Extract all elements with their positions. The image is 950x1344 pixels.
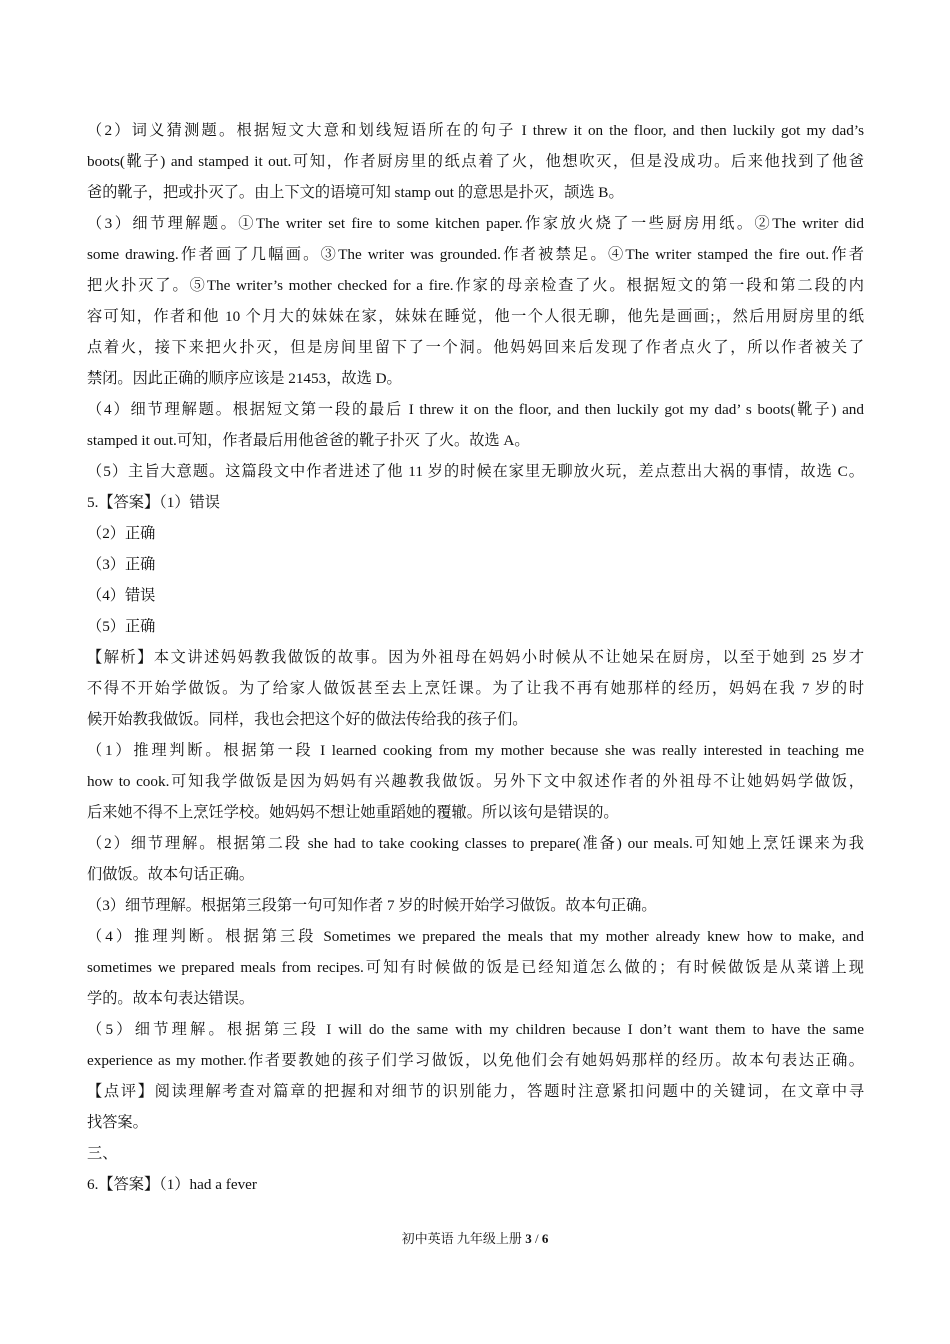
- text-line: 6.【答案】（1）had a fever: [87, 1176, 257, 1193]
- text-line: stamped it out.可知，作者最后用他爸爸的靴子扑灭 了火。故选 A。: [87, 432, 530, 449]
- text-line: （4）推理判断。根据第三段 Sometimes we prepared the meals that my mother already knew how to make, and: [87, 928, 864, 945]
- text-line: 后来她不得不上烹饪学校。她妈妈不想让她重蹈她的覆辙。所以该句是错误的。: [87, 804, 619, 821]
- text-line: 不得不开始学做饭。为了给家人做饭甚至去上烹饪课。为了让我不再有她那样的经历，妈妈在我 7 岁的时: [87, 680, 864, 697]
- text-line: （3）细节理解题。①The writer set fire to some kitchen paper.作家放火烧了一些厨房用纸。②The writer did: [87, 215, 864, 232]
- text-line: （5）细节理解。根据第三段 I will do the same with my children because I don’t want them to have the same: [87, 1021, 864, 1038]
- page-footer: [0, 1229, 950, 1249]
- text-line: 们做饭。故本句话正确。: [87, 866, 255, 883]
- text-line: （3）细节理解。根据第三段第一句可知作者 7 岁的时候开始学习做饭。故本句正确。: [87, 897, 657, 914]
- text-line: （2）词义猜测题。根据短文大意和划线短语所在的句子 I threw it on the floor, and then luckily got my dad’s: [87, 122, 864, 139]
- text-line: some drawing.作者画了几幅画。③The writer was grounded.作者被禁足。④The writer stamped the fire out.作者: [87, 246, 864, 263]
- document-body: [87, 115, 864, 1200]
- text-line: 爸的靴子，把或扑灭了。由上下文的语境可知 stamp out 的意思是扑灭，颉选 B。: [87, 184, 624, 201]
- text-line: 点着火，接下来把火扑灭，但是房间里留下了一个洞。他妈妈回来后发现了作者点火了，所以作者被关了: [87, 339, 864, 356]
- text-line: （5）主旨大意题。这篇段文中作者进述了他 11 岁的时候在家里无聊放火玩，差点惹出大祸的事情，故选 C。: [87, 463, 864, 480]
- text-line: （3）正确: [87, 556, 156, 573]
- text-line: （2）细节理解。根据第二段 she had to take cooking classes to prepare(准备) our meals.可知她上烹饪课来为我: [87, 835, 864, 852]
- text-line: 【解析】本文讲述妈妈教我做饭的故事。因为外祖母在妈妈小时候从不让她呆在厨房，以至于她到 25 岁才: [87, 649, 864, 666]
- text-line: 禁闭。因此正确的顺序应该是 21453，故选 D。: [87, 370, 402, 387]
- text-line: 把火扑灭了。⑤The writer’s mother checked for a fire.作家的母亲检查了火。根据短文的第一段和第二段的内: [87, 277, 864, 294]
- text-line: （4）细节理解题。根据短文第一段的最后 I threw it on the floor, and then luckily got my dad’ s boots(靴子) and: [87, 401, 864, 418]
- text-line: how to cook.可知我学做饭是因为妈妈有兴趣教我做饭。另外下文中叙述作者的外祖母不让她妈妈学做饭，: [87, 773, 864, 790]
- text-line: 5.【答案】（1）错误: [87, 494, 220, 511]
- text-line: 学的。故本句表达错误。: [87, 990, 255, 1007]
- page-total: 6: [541, 1231, 549, 1246]
- text-line: （2）正确: [87, 525, 156, 542]
- text-line: sometimes we prepared meals from recipes.可知有时候做的饭是已经知道怎么做的；有时候做饭是从菜谱上现: [87, 959, 864, 976]
- text-line: 候开始教我做饭。同样，我也会把这个好的做法传给我的孩子们。: [87, 711, 528, 728]
- text-line: （1）推理判断。根据第一段 I learned cooking from my mother because she was really interested in teaching me: [87, 742, 864, 759]
- text-line: （4）错误: [87, 587, 156, 604]
- text-line: experience as my mother.作者要教她的孩子们学习做饭，以免他们会有她妈妈那样的经历。故本句表达正确。: [87, 1052, 864, 1069]
- text-line: boots(靴子) and stamped it out.可知，作者厨房里的纸点着了火，他想吹灭，但是没成功。后来他找到了他爸: [87, 153, 864, 170]
- text-line: 容可知，作者和他 10 个月大的妹妹在家，妹妹在睡觉，他一个人很无聊，他先是画画;，然后用厨房里的纸: [87, 308, 864, 325]
- page-number: 3: [525, 1231, 532, 1246]
- text-line: （5）正确: [87, 618, 156, 635]
- page-separator: /: [531, 1231, 542, 1246]
- footer-label: 初中英语 九年级上册: [401, 1231, 526, 1246]
- text-line: 找答案。: [87, 1114, 148, 1131]
- text-line: 【点评】阅读理解考查对篇章的把握和对细节的识别能力，答题时注意紧扣问题中的关键词，在文章中寻: [87, 1083, 864, 1100]
- text-line: 三、: [87, 1145, 118, 1162]
